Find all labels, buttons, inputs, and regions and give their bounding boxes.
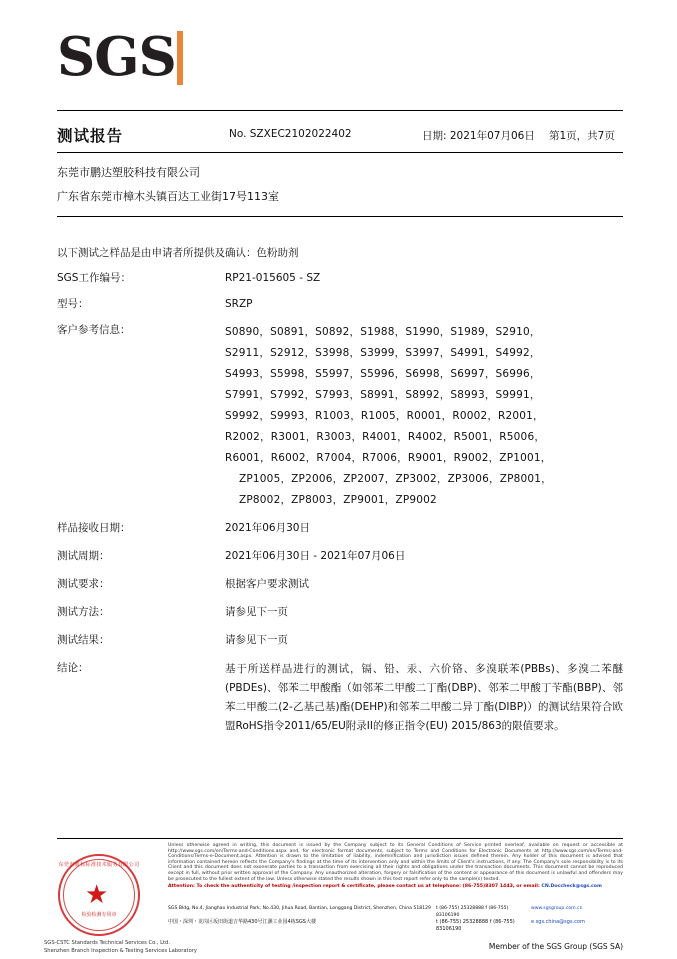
field-label: 样品接收日期： xyxy=(57,522,131,534)
divider-top xyxy=(57,110,623,111)
field-value: 请参见下一页 xyxy=(225,634,288,646)
field-row xyxy=(57,632,623,649)
seal-bottom-text: 检验检测专用章 xyxy=(81,912,117,918)
field-label: 测试结果： xyxy=(57,634,110,646)
website-en[interactable]: www.sgsgroup.com.cn xyxy=(531,906,583,911)
reference-line: S0890，S0891，S0892，S1988，S1990，S1989，S2910， xyxy=(225,326,541,338)
seal-top-text: 东莞市通标标准技术服务有限公司 xyxy=(58,862,140,868)
field-value: 根据客户要求测试 xyxy=(225,578,309,590)
company-name: 东莞市鹏达塑胶科技有限公司 xyxy=(57,166,200,179)
footer-disclaimer-block xyxy=(168,843,623,890)
field-row xyxy=(57,604,623,621)
divider-under-company xyxy=(57,216,623,217)
conclusion-value: 基于所送样品进行的测试，镉、铅、汞、六价铬、多溴联苯(PBBs)、多溴二苯醚(PBDEs)、邻苯二甲酸酯（如邻苯二甲酸二丁酯(DBP)、邻苯二甲酸丁苄酯(BBP)、邻苯二甲酸二(2-乙基己基)酯(DEHP)和邻苯二甲酸二异丁酯(DIBP)）的测试结果符合欧盟RoHS指令2011/65/EU附录II的修正指令(EU) 2015/863的限值要求。 xyxy=(225,663,623,732)
report-header xyxy=(57,28,623,100)
field-value: 2021年06月30日 xyxy=(225,522,310,534)
company-address: 广东省东莞市樟木头镇百达工业街17号113室 xyxy=(57,190,279,203)
seal-label-line1: SGS-CSTC Standards Technical Services Co., Ltd. xyxy=(44,940,170,946)
report-number: No. SZXEC2102022402 xyxy=(229,128,352,140)
field-row xyxy=(57,296,623,313)
sample-statement: 以下测试之样品是由申请者所提供及确认：色粉助剂 xyxy=(57,247,299,259)
divider-under-title xyxy=(57,152,623,153)
sgs-logo: SGS xyxy=(57,26,176,88)
report-date: 日期: 2021年07月06日 xyxy=(422,130,535,142)
detail-fields-top xyxy=(57,270,623,520)
seal-label-line2: Shenzhen Branch Inspection & Testing Services Laboratory xyxy=(44,948,197,954)
reference-line: ZP1005，ZP2006，ZP2007，ZP3002，ZP3006，ZP8001， xyxy=(239,473,552,485)
field-value: 请参见下一页 xyxy=(225,606,288,618)
footer-address-row-cn xyxy=(168,919,623,933)
field-label: 客户参考信息： xyxy=(57,324,131,336)
field-value: RP21-015605 - SZ xyxy=(225,272,321,284)
reference-line: S4993，S5998，S5997，S5996，S6998，S6997，S6996， xyxy=(225,368,541,380)
field-value: SRZP xyxy=(225,298,253,310)
footer-address-row-en xyxy=(168,905,623,919)
field-row xyxy=(57,270,623,287)
reference-line: S9992，S9993，R1003，R1005，R0001，R0002，R2001， xyxy=(225,410,544,422)
field-row xyxy=(57,548,623,565)
conclusion-label: 结论： xyxy=(57,662,89,674)
email-cn[interactable]: e sgs.china@sgs.com xyxy=(531,919,585,925)
member-line: Member of the SGS Group (SGS SA) xyxy=(488,942,623,951)
detail-fields-bottom xyxy=(57,520,623,747)
field-label: 测试方法： xyxy=(57,606,110,618)
attention-email-link[interactable]: CN.Doccheck@sgs.com xyxy=(541,884,602,890)
reference-line: R6001，R6002，R7004，R7006，R9001，R9002，ZP1001， xyxy=(225,452,552,464)
attention-text: To check the authenticity of testing /inspection report & certificate, please contact us at telephone: (86-755)8307 1443, or email: xyxy=(196,884,540,890)
reference-line: S2911，S2912，S3998，S3999，S3997，S4991，S4992， xyxy=(225,347,541,359)
field-row xyxy=(57,576,623,593)
tel-cn: t (86-755) 25328888 f (86-755) 83106190 xyxy=(436,919,515,932)
reference-line: S7991，S7992，S7993，S8991，S8992，S8993，S9991， xyxy=(225,389,541,401)
logo-accent-bar xyxy=(177,31,183,85)
field-label: 测试要求： xyxy=(57,578,110,590)
footer-address-block xyxy=(168,905,623,933)
field-label: 测试周期： xyxy=(57,550,110,562)
field-label: 型号： xyxy=(57,298,89,310)
conclusion-row xyxy=(57,660,623,736)
field-row xyxy=(57,520,623,537)
address-cn: 中国・深圳・龙岗区坂田街道吉华路430号江灏工业园4栋SGS大楼 xyxy=(168,919,316,925)
page-indicator: 第1页，共7页 xyxy=(549,130,615,142)
tel-en: t (86-755) 25328888 f (86-755) 83106190 xyxy=(436,906,509,918)
page-title: 测试报告 xyxy=(57,127,124,145)
field-label: SGS工作编号： xyxy=(57,272,131,284)
footer-disclaimer: Unless otherwise agreed in writing, this document is issued by the Company subject to its General Conditions of Service printed overleaf, available on request or accessible at http://www.sgs.com/en/Terms-and-Conditions.aspx and, for electronic format documents, subject to Terms and Conditions for Electronic Documents at http://www.sgs.com/en/Terms-and-Conditions/Terms-e-Document.aspx. Attention is drawn to the limitation of liability, indemnification and jurisdiction issues defined therein. Any holder of this document is advised that information contained hereon reflects the Company's findings at the time of its intervention only and within the limits of Client's instructions, if any. The Company's sole responsibility is to its Client and this document does not exonerate parties to a transaction from exercising all their rights and obligations under the transaction documents. This document cannot be reproduced except in full, without prior written approval of the Company. Any unauthorized alteration, forgery or falsification of the content or appearance of this document is unlawful and offenders may be prosecuted to the fullest extent of the law. Unless otherwise stated the results shown in this test report refer only to the sample(s) tested. xyxy=(168,843,623,882)
reference-line: R2002，R3001，R3003，R4001，R4002，R5001，R5006， xyxy=(225,431,546,443)
address-en: SGS Bldg, No.4, Jianghao Industrial Park, No.430, Jihua Road, Bantian, Longgang District, Shenzhen, China 518129 xyxy=(168,906,431,911)
field-value: 2021年06月30日 - 2021年07月06日 xyxy=(225,550,406,562)
reference-line: ZP8002，ZP8003，ZP9001，ZP9002 xyxy=(239,494,437,506)
customer-reference-list xyxy=(225,322,623,511)
company-block xyxy=(57,162,623,210)
divider-footer xyxy=(57,838,623,839)
attention-label: Attention: xyxy=(168,884,195,890)
star-icon: ★ xyxy=(85,880,109,910)
customer-reference-row xyxy=(57,322,623,511)
footer-attention-block xyxy=(168,884,623,890)
title-row xyxy=(57,122,623,148)
